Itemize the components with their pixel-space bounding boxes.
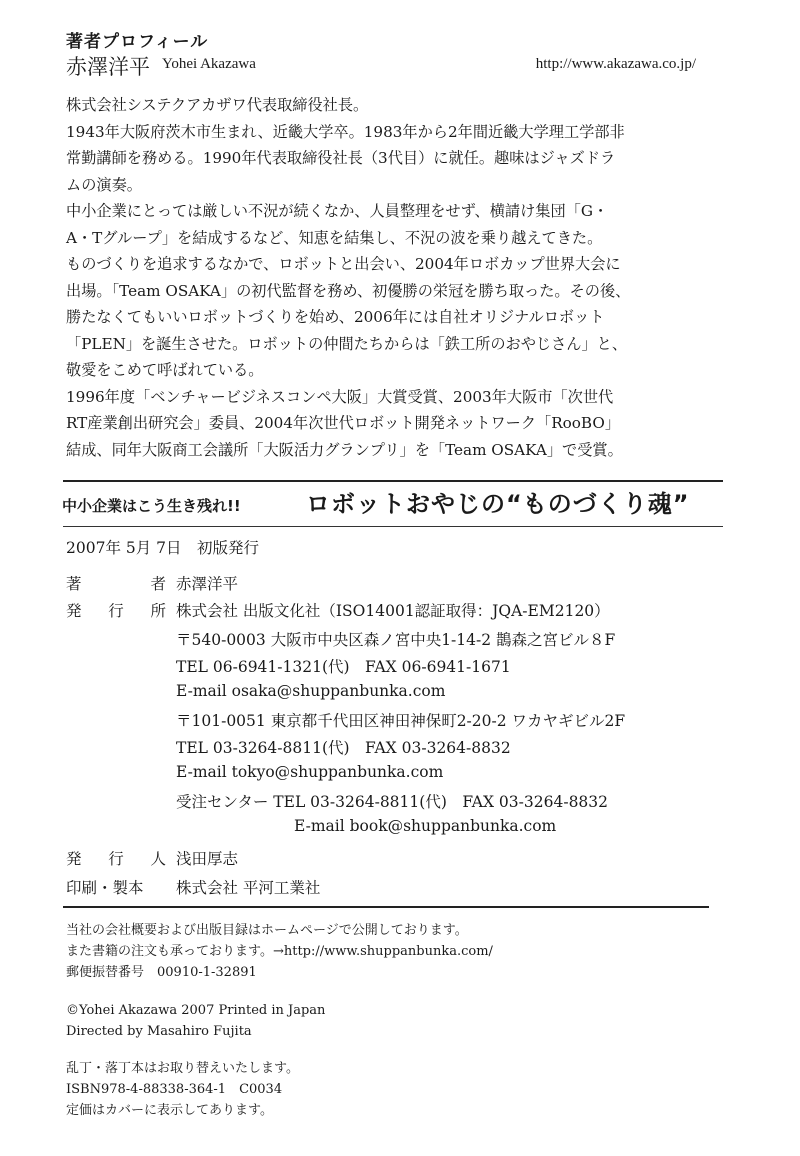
author-row — [66, 572, 726, 598]
printer-row — [66, 876, 726, 902]
bio-line: 「PLEN」を誕生させた。ロボットの仲間たちからは「鉄工所のおやじさん」と、 — [66, 334, 628, 353]
author-profile-heading: 著者プロフィール — [66, 32, 209, 52]
bio-line: 勝たなくてもいいロボットづくりを始め、2006年には自社オリジナルロボット — [66, 308, 605, 326]
isbn: ISBN978-4-88338-364-1 C0034 — [66, 1082, 283, 1097]
issuer-row — [66, 847, 726, 873]
printer-label: 印刷・製本 — [66, 879, 144, 897]
label-char: 者 — [150, 575, 166, 593]
publisher-label — [66, 599, 166, 621]
book-title-main: ロボットおやじの“ものづくり魂” — [306, 490, 690, 518]
label-char: 著 — [66, 575, 82, 593]
printer-value: 株式会社 平河工業社 — [176, 879, 321, 897]
bio-line: 株式会社システクアカザワ代表取締役社長。 — [66, 96, 369, 114]
author-name-english: Yohei Akazawa — [162, 56, 256, 72]
label-char: 行 — [108, 850, 124, 868]
tokyo-address: 〒101-0051 東京都千代田区神田神保町2-20-2 ワカヤギビル2F — [176, 712, 626, 730]
bio-line: A・Tグループ」を結成するなど、知恵を結集し、不況の波を乗り越えてきた。 — [66, 228, 603, 247]
label-char: 発 — [66, 850, 82, 868]
issuer-label — [66, 847, 166, 869]
bio-line: 1943年大阪府茨木市生まれ、近畿大学卒。1983年から2年間近畿大学理工学部非 — [66, 122, 625, 141]
bio-line: 中小企業にとっては厳しい不況が続くなか、人員整理をせず、横請け集団「G・ — [66, 202, 609, 220]
order-center: 受注センター TEL 03-3264-8811(代) FAX 03-3264-8832 — [176, 793, 609, 811]
bio-line: 常勤講師を務める。1990年代表取締役社長（3代目）に就任。趣味はジャズドラ — [66, 149, 616, 167]
divider-top — [63, 480, 723, 482]
label-char: 人 — [150, 850, 166, 868]
copyright: ©Yohei Akazawa 2007 Printed in Japan — [66, 1003, 326, 1018]
order-notice: また書籍の注文も承っております。→http://www.shuppanbunka.com/ — [66, 944, 493, 959]
tokyo-email: E-mail tokyo@shuppanbunka.com — [176, 763, 444, 781]
bio-line: 結成、同年大阪商工会議所「大阪活力グランプリ」を「Team OSAKA」で受賞。 — [66, 440, 623, 459]
book-info — [66, 1058, 706, 1121]
bio-line: ムの演奏。 — [66, 175, 142, 194]
bio-line: ものづくりを追求するなかで、ロボットと出会い、2004年ロボカップ世界大会に — [66, 255, 621, 273]
postal-transfer-number: 郵便振替番号 00910-1-32891 — [66, 965, 257, 980]
osaka-phone-fax: TEL 06-6941-1321(代) FAX 06-6941-1671 — [176, 658, 511, 676]
bio-line: RT産業創出研究会」委員、2004年次世代ロボット開発ネットワーク「RooBO」 — [66, 414, 621, 432]
defects-notice: 乱丁・落丁本はお取り替えいたします。 — [66, 1061, 299, 1076]
publisher-value: 株式会社 出版文化社（ISO14001認証取得：JQA-EM2120） — [176, 602, 610, 620]
homepage-notice: 当社の会社概要および出版目録はホームページで公開しております。 — [66, 923, 468, 938]
bio-line: 敬愛をこめて呼ばれている。 — [66, 361, 264, 379]
price-notice: 定価はカバーに表示してあります。 — [66, 1103, 273, 1118]
bio-line: 出場。「Team OSAKA」の初代監督を務め、初優勝の栄冠を勝ち取った。その後、 — [66, 281, 631, 300]
osaka-address: 〒540-0003 大阪市中央区森ノ宮中央1-14-2 鵲森之宮ビル８F — [176, 631, 616, 649]
book-title-prefix: 中小企業はこう生き残れ!! — [62, 497, 241, 515]
author-biography — [66, 92, 716, 463]
osaka-email: E-mail osaka@shuppanbunka.com — [176, 682, 446, 700]
author-name-japanese: 赤澤洋平 — [66, 55, 150, 79]
author-value: 赤澤洋平 — [176, 575, 239, 593]
edition-date: 2007年 5月 7日 初版発行 — [66, 539, 260, 557]
divider-bottom — [63, 906, 709, 908]
label-char: 発 — [66, 602, 82, 620]
publisher-row — [66, 599, 726, 625]
issuer-value: 浅田厚志 — [176, 850, 239, 868]
publisher-notes — [66, 920, 706, 983]
directed-by: Directed by Masahiro Fujita — [66, 1024, 252, 1039]
order-email: E-mail book@shuppanbunka.com — [294, 817, 557, 835]
tokyo-phone-fax: TEL 03-3264-8811(代) FAX 03-3264-8832 — [176, 739, 511, 757]
book-title — [62, 484, 722, 520]
label-char: 所 — [150, 602, 166, 620]
author-homepage-url: http://www.akazawa.co.jp/ — [535, 56, 696, 72]
bio-line: 1996年度「ベンチャービジネスコンペ大阪」大賞受賞、2003年大阪市「次世代 — [66, 387, 614, 406]
divider-title — [63, 526, 723, 527]
credits — [66, 1000, 706, 1042]
label-char: 行 — [108, 602, 124, 620]
author-label — [66, 572, 166, 594]
author-name-row — [66, 51, 696, 79]
